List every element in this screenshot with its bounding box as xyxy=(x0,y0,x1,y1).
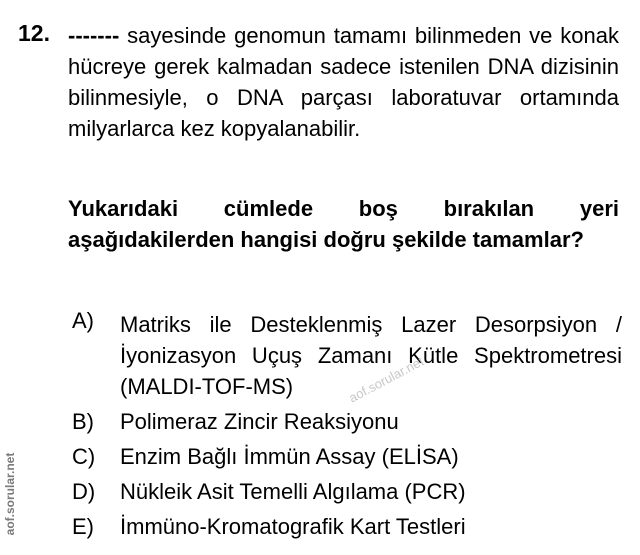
option-b-text: Polimeraz Zincir Reaksiyonu xyxy=(120,409,399,434)
question-prompt: Yukarıdaki cümlede boş bırakılan yeri aşağıdakilerden hangisi doğru şekilde tamamlar? xyxy=(68,196,619,252)
option-e[interactable] xyxy=(72,511,622,542)
question-number: 12. xyxy=(18,20,50,46)
option-b[interactable] xyxy=(72,406,622,437)
question-stem xyxy=(68,20,619,144)
option-e-text: İmmüno-Kromatografik Kart Testleri xyxy=(120,514,466,539)
watermark-side-text: aof.sorular.net xyxy=(3,452,17,536)
option-c-letter: C) xyxy=(72,444,96,469)
option-d-letter: D) xyxy=(72,479,96,504)
watermark-diagonal: aof.sorular.net xyxy=(346,353,427,406)
option-d-text: Nükleik Asit Temelli Algılama (PCR) xyxy=(120,479,466,504)
option-c-text: Enzim Bağlı İmmün Assay (ELİSA) xyxy=(120,444,459,469)
option-b-letter: B) xyxy=(72,409,94,434)
stem-text: sayesinde genomun tamamı bilinmeden ve konak hücreye gerek kalmadan sadece istenilen DNA dizisinin bilinmesiyle, o DNA parçası laboratuvar ortamında milyarlarca kez kopyalanabilir. xyxy=(68,23,619,141)
option-a-text: Matriks ile Desteklenmiş Lazer Desorpsiyon /İyonizasyon Uçuş Zamanı Kütle Spektrometresi (MALDI-TOF-MS) xyxy=(120,312,622,399)
answer-options xyxy=(72,305,622,546)
option-d[interactable] xyxy=(72,476,622,507)
option-c[interactable] xyxy=(72,441,622,472)
watermark-side xyxy=(3,440,17,548)
option-e-letter: E) xyxy=(72,514,94,539)
stem-blank: ------- xyxy=(68,23,120,48)
option-a[interactable] xyxy=(72,305,622,402)
option-a-letter: A) xyxy=(72,308,94,333)
